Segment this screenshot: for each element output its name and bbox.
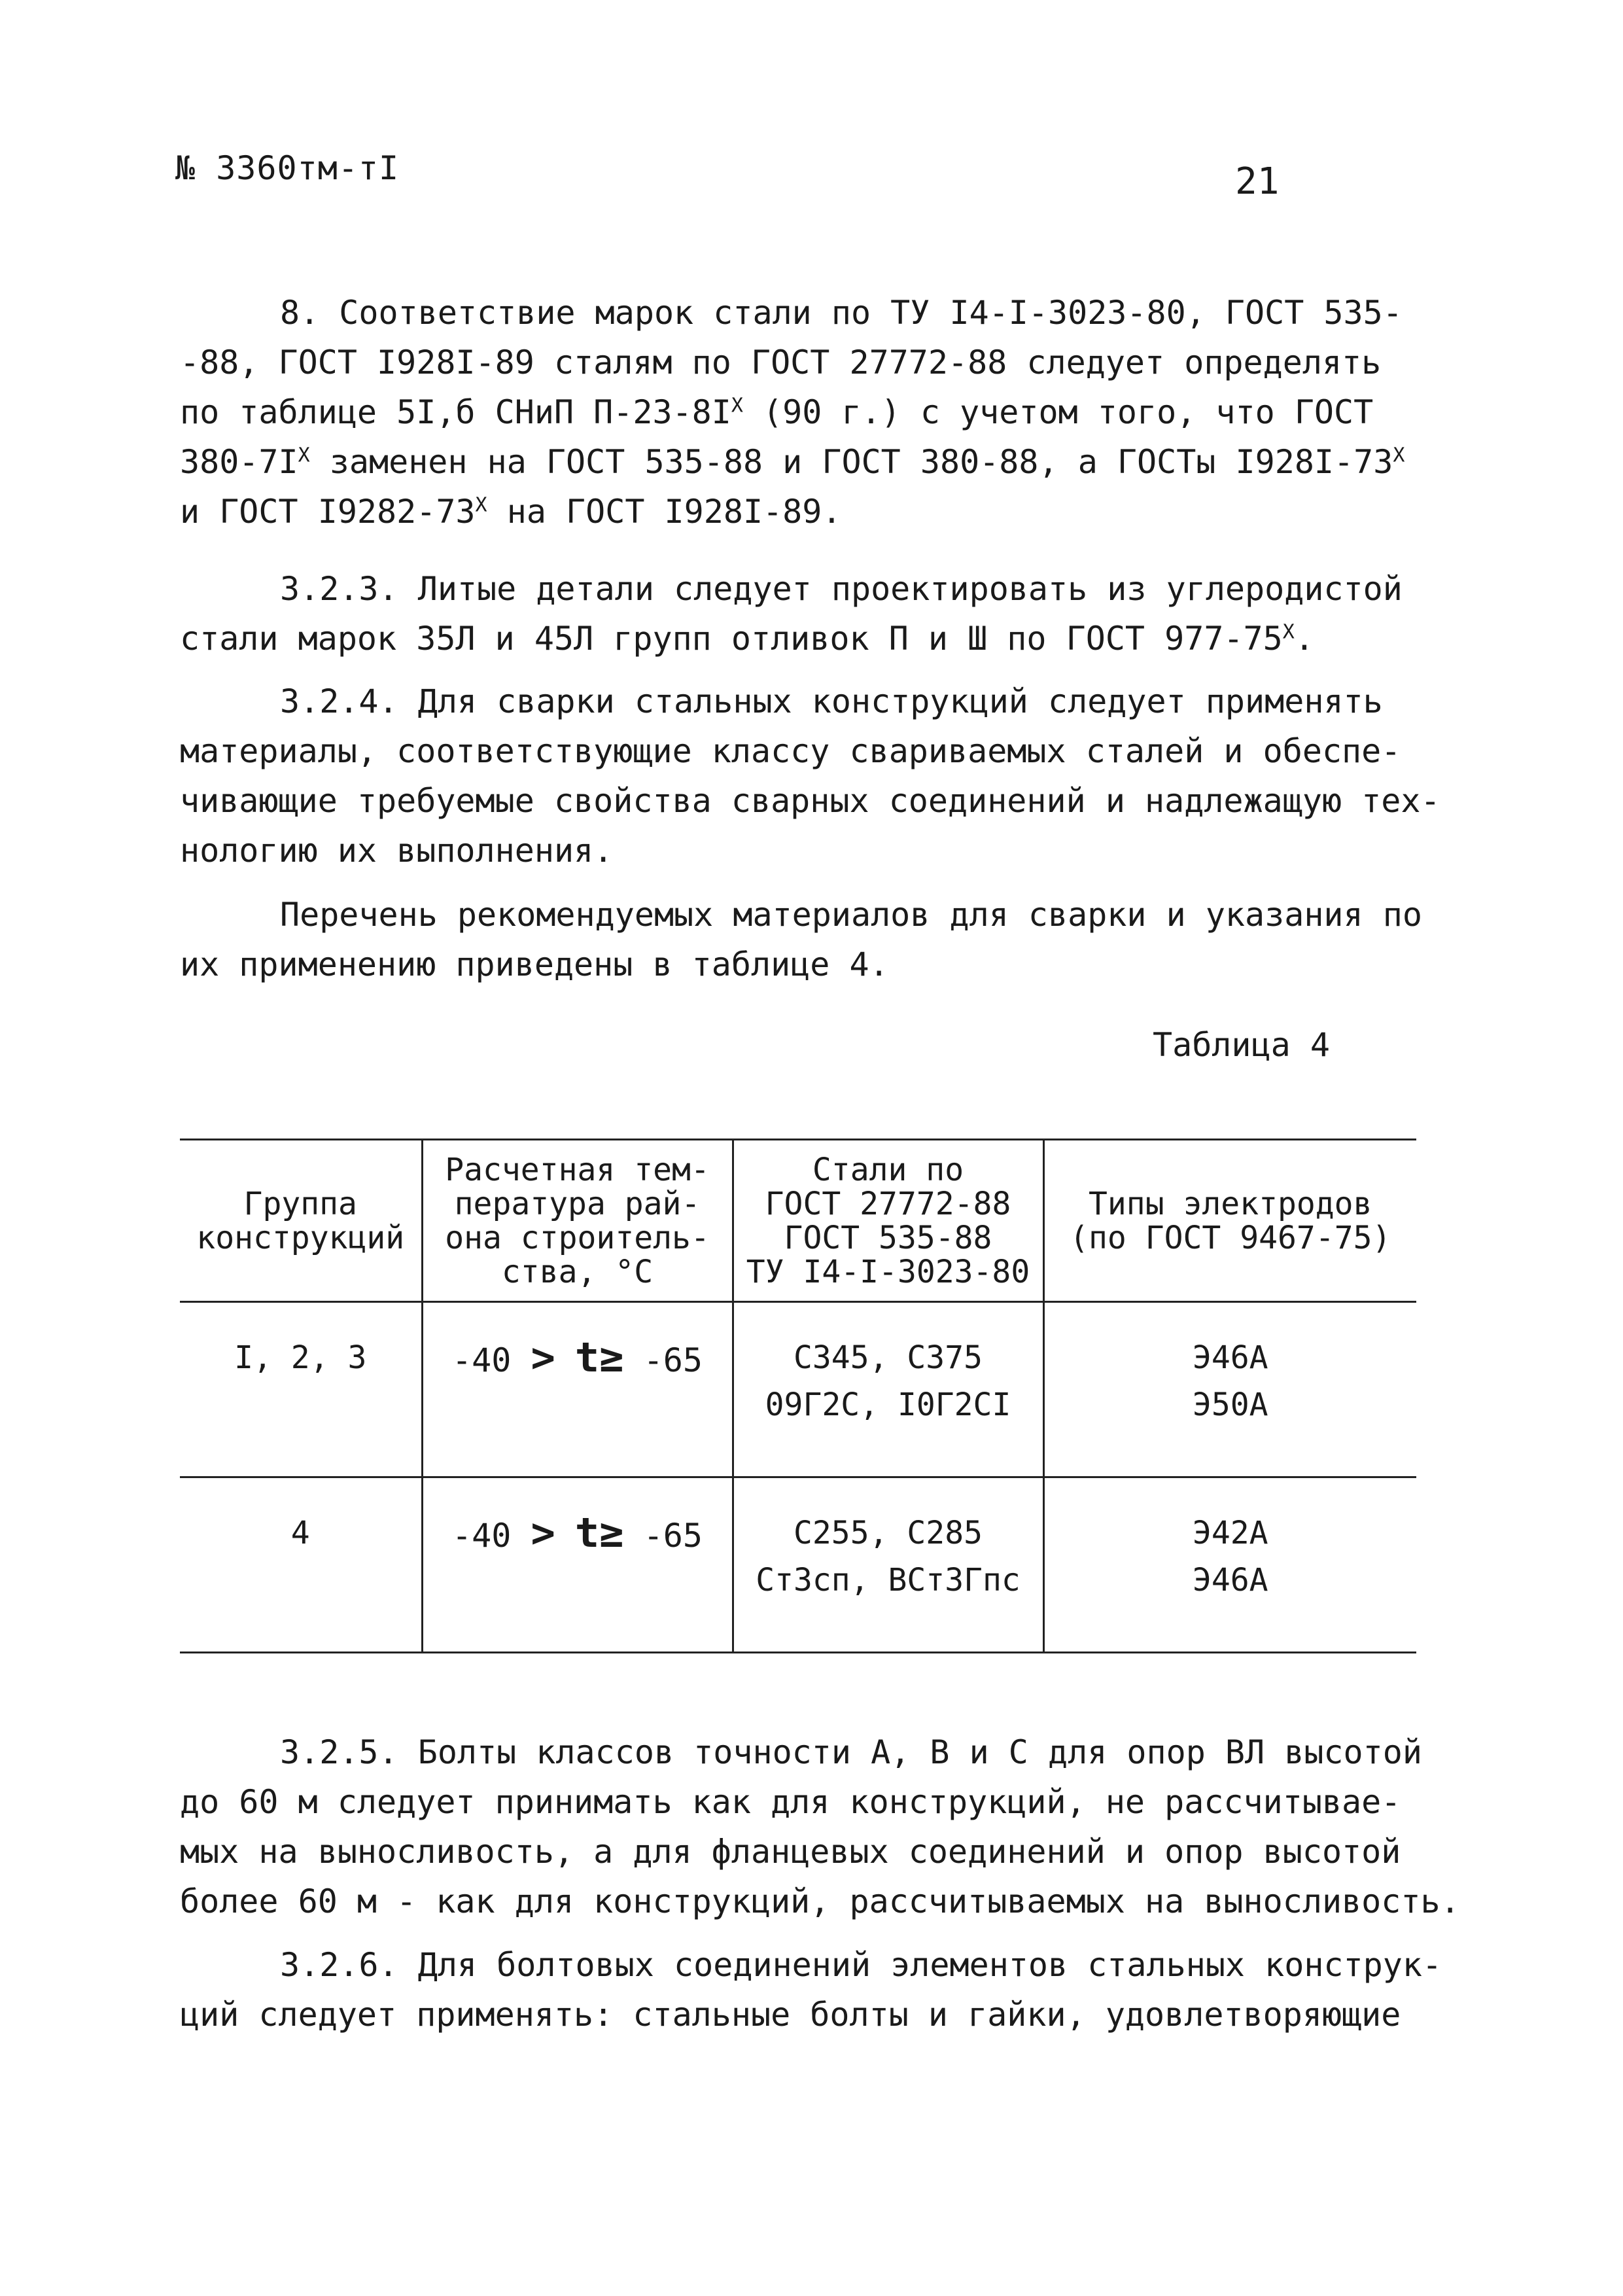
header-line: ГОСТ 27772-88 <box>765 1185 1011 1222</box>
table-caption: Таблица 4 <box>1153 1026 1330 1064</box>
greater-equal-sign: ≥ <box>599 1509 624 1557</box>
greater-equal-sign: ≥ <box>599 1333 624 1381</box>
table-header-row <box>180 1140 1416 1302</box>
temperature-range <box>452 1509 703 1557</box>
temp-bound: -65 <box>643 1341 703 1379</box>
text-line: их применению приведены в таблице 4. <box>180 945 889 983</box>
text-fragment: 380-7I <box>180 443 298 481</box>
text-fragment: по таблице 5I,б СНиП П-23-8I <box>180 393 731 431</box>
document-code: № 3360тм-тI <box>175 149 400 187</box>
text-fragment: на ГОСТ I928I-89. <box>506 493 842 531</box>
text-line: Перечень рекомендуемых материалов для сварки и указания по <box>280 896 1422 934</box>
header-line: она строитель- <box>445 1219 710 1256</box>
superscript: X <box>1282 620 1295 644</box>
text-line: нологию их выполнения. <box>180 832 614 870</box>
table-row <box>180 1302 1416 1477</box>
text-line: 3.2.3. Литые детали следует проектировать из углеродистой <box>280 570 1403 608</box>
paragraph-3-2-4 <box>180 677 1462 875</box>
cell-group: 4 <box>290 1515 310 1551</box>
steel-grade: С345, С375 <box>794 1339 983 1376</box>
text-line: 3.2.4. Для сварки стальных конструкций следует применять <box>280 682 1383 720</box>
welding-materials-table <box>180 1139 1416 1653</box>
header-steels <box>733 1140 1043 1302</box>
header-line: конструкций <box>196 1219 405 1256</box>
paragraph-note-8 <box>180 288 1462 537</box>
header-line: Расчетная тем- <box>445 1151 710 1188</box>
text-line: ций следует применять: стальные болты и гайки, удовлетворяющие <box>180 1996 1401 2034</box>
cell-temperature <box>422 1477 733 1653</box>
text-line: 8. Соответствие марок стали по ТУ I4-I-3023-80, ГОСТ 535- <box>280 294 1403 332</box>
temp-bound: -40 <box>452 1341 512 1379</box>
paragraph-3-2-3 <box>180 564 1462 663</box>
text-line: мых на выносливость, а для фланцевых соединений и опор высотой <box>180 1833 1401 1871</box>
text-line: материалы, соответствующие классу свариваемых сталей и обеспе- <box>180 732 1401 770</box>
text-line <box>180 437 1462 487</box>
temp-bound: -65 <box>643 1517 703 1555</box>
header-line: Стали по <box>812 1151 964 1188</box>
electrode-type: Э42А <box>1192 1515 1268 1551</box>
text-line <box>180 487 1462 537</box>
cell-steels <box>733 1302 1043 1477</box>
header-line: ТУ I4-I-3023-80 <box>746 1253 1030 1290</box>
superscript: X <box>298 444 310 467</box>
cell-electrodes <box>1043 1302 1416 1477</box>
electrode-type: Э46А <box>1192 1339 1268 1376</box>
text-line <box>180 387 1462 437</box>
cell-temperature <box>422 1302 733 1477</box>
paragraph-3-2-5 <box>180 1727 1462 1926</box>
text-fragment: (90 г.) с учетом того, что ГОСТ <box>763 393 1374 431</box>
cell-electrodes <box>1043 1477 1416 1653</box>
text-fragment: . <box>1294 620 1314 658</box>
page-number: 21 <box>1235 160 1280 203</box>
header-line: (по ГОСТ 9467-75) <box>1070 1219 1391 1256</box>
header-temperature <box>422 1140 733 1302</box>
electrode-type: Э50А <box>1192 1386 1268 1423</box>
text-line <box>180 614 1462 663</box>
table-row <box>180 1477 1416 1653</box>
header-line: ГОСТ 535-88 <box>784 1219 992 1256</box>
header-line: Группа <box>243 1185 357 1222</box>
text-line: -88, ГОСТ I928I-89 сталям по ГОСТ 27772-88 следует определять <box>180 344 1382 381</box>
cell-group: I, 2, 3 <box>234 1339 367 1376</box>
text-line: более 60 м - как для конструкций, рассчитываемых на выносливость. <box>180 1882 1460 1920</box>
text-line: чивающие требуемые свойства сварных соединений и надлежащую тех- <box>180 782 1440 820</box>
paragraph-materials-list <box>180 890 1462 989</box>
paragraph-3-2-6 <box>180 1940 1462 2040</box>
text-line: 3.2.6. Для болтовых соединений элементов стальных конструк- <box>280 1946 1442 1984</box>
text-fragment: заменен на ГОСТ 535-88 и ГОСТ 380-88, а ГОСТы I928I-73 <box>329 443 1393 481</box>
temperature-range <box>452 1333 703 1381</box>
steel-grade: С255, С285 <box>794 1515 983 1551</box>
temp-bound: -40 <box>452 1517 512 1555</box>
cell-steels <box>733 1477 1043 1653</box>
greater-sign: > <box>531 1333 555 1381</box>
steel-grade: 09Г2С, I0Г2СI <box>765 1386 1011 1423</box>
greater-sign: > <box>531 1509 555 1557</box>
superscript: X <box>475 493 487 517</box>
text-fragment: стали марок 35Л и 45Л групп отливок П и Ш по ГОСТ 977-75 <box>180 620 1283 658</box>
header-line: Типы электродов <box>1089 1185 1372 1222</box>
header-electrodes <box>1043 1140 1416 1302</box>
temp-variable: t <box>574 1333 600 1381</box>
text-line: до 60 м следует принимать как для конструкций, не рассчитывае- <box>180 1783 1401 1821</box>
text-fragment: и ГОСТ I9282-73 <box>180 493 476 531</box>
header-group <box>180 1140 422 1302</box>
steel-grade: Ст3сп, ВСт3Гпс <box>756 1562 1021 1598</box>
electrode-type: Э46А <box>1192 1562 1268 1598</box>
header-line: пература рай- <box>454 1185 701 1222</box>
header-line: ства, °С <box>501 1253 654 1290</box>
temp-variable: t <box>574 1509 600 1557</box>
text-line: 3.2.5. Болты классов точности А, В и С для опор ВЛ высотой <box>280 1733 1422 1771</box>
superscript: X <box>731 394 743 417</box>
superscript: X <box>1393 444 1405 467</box>
